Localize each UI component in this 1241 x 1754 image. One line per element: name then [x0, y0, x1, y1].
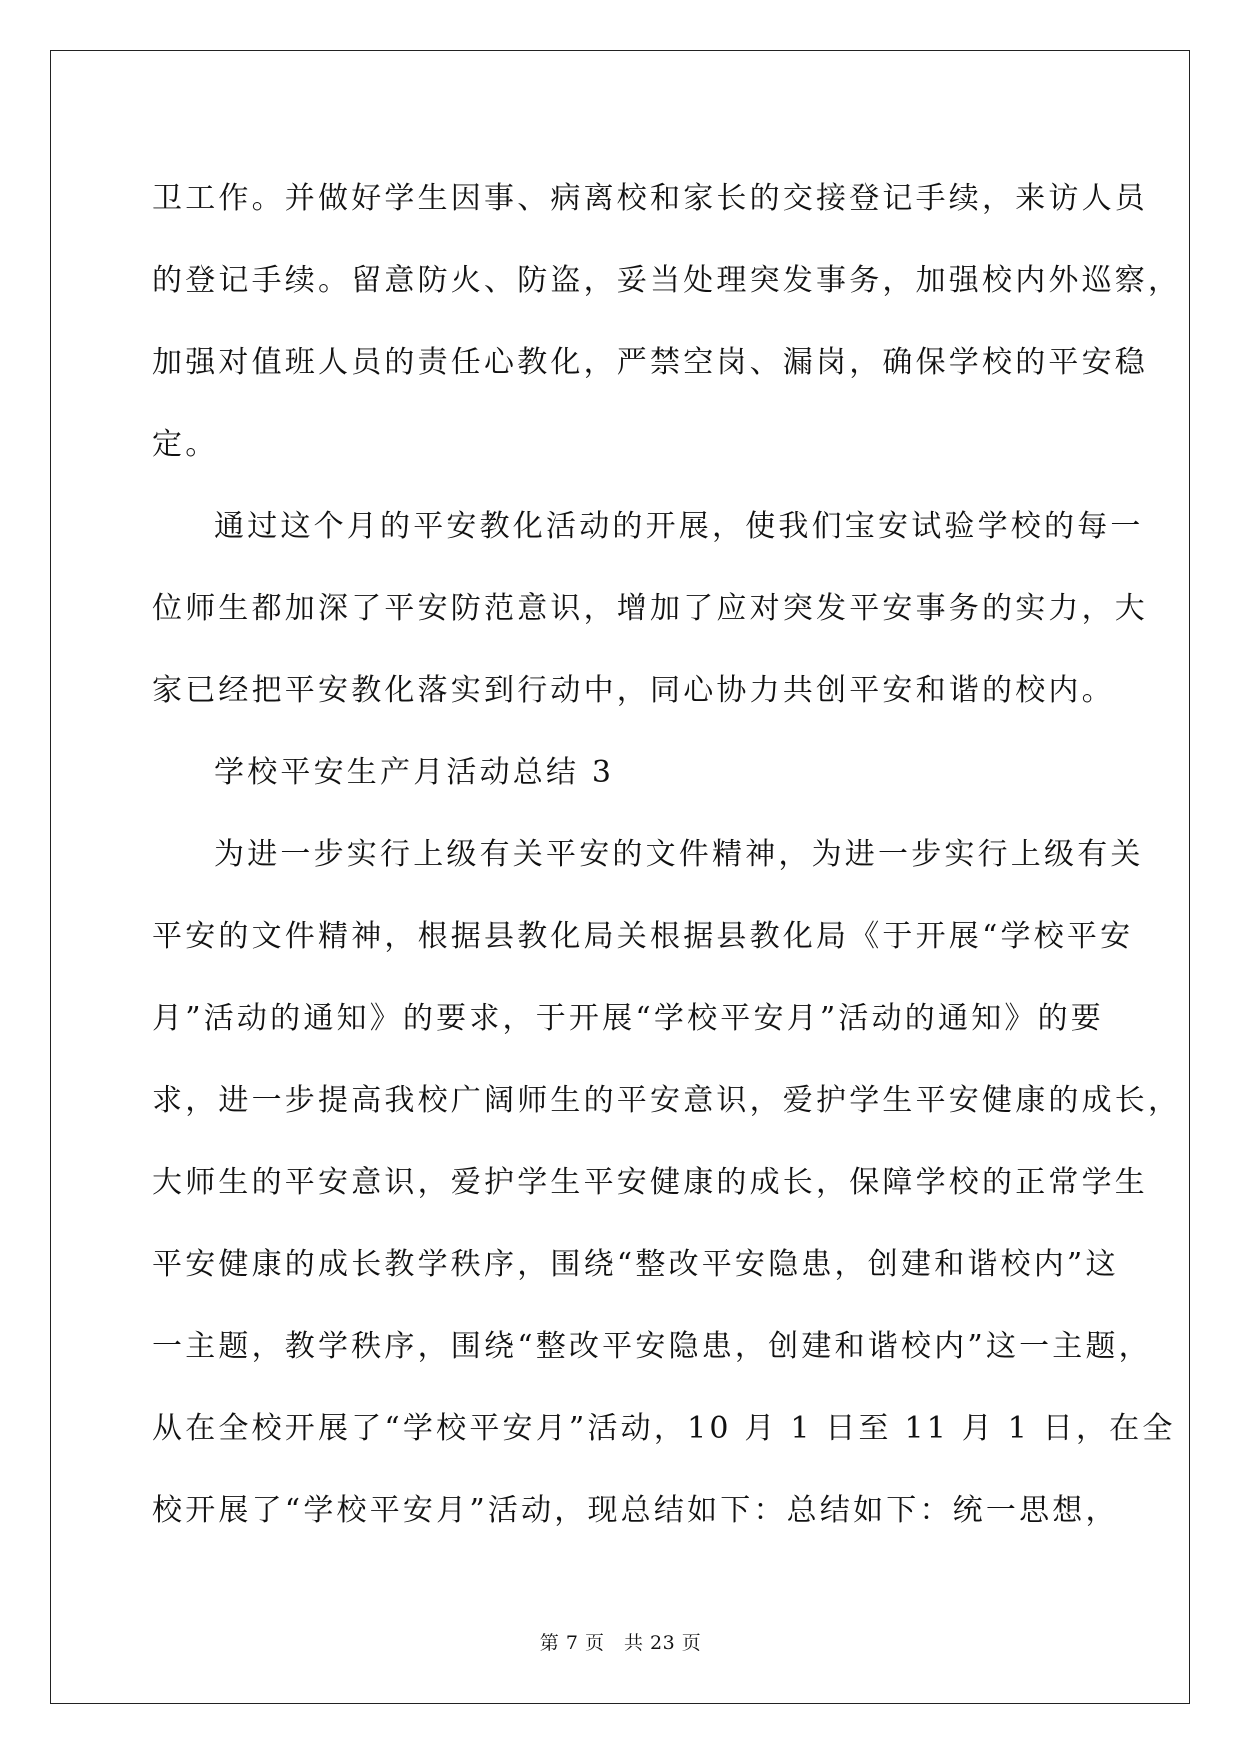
text-line: 卫工作。并做好学生因事、病离校和家长的交接登记手续，来访人员	[152, 181, 1148, 216]
text-line: 平安的文件精神，根据县教化局关根据县教化局《于开展“学校平安	[152, 919, 1134, 954]
document-body	[152, 158, 1182, 1552]
page-number: 第 7 页 共 23 页	[539, 1632, 702, 1654]
text-line: 的登记手续。留意防火、防盗，妥当处理突发事务，加强校内外巡察，	[152, 263, 1182, 298]
text-line: 加强对值班人员的责任心教化，严禁空岗、漏岗，确保学校的平安稳	[152, 345, 1148, 380]
text-line: 从在全校开展了“学校平安月”活动，10 月 1 日至 11 月 1 日，在全	[152, 1411, 1176, 1446]
text-line: 家已经把平安教化落实到行动中，同心协力共创平安和谐的校内。	[152, 673, 1115, 708]
text-line: 位师生都加深了平安防范意识，增加了应对突发平安事务的实力，大	[152, 591, 1148, 626]
paragraph-first-line: 通过这个月的平安教化活动的开展，使我们宝安试验学校的每一	[214, 509, 1144, 544]
section-heading: 学校平安生产月活动总结 3	[214, 755, 615, 790]
text-line: 定。	[152, 427, 219, 462]
text-line: 月”活动的通知》的要求，于开展“学校平安月”活动的通知》的要	[152, 1001, 1105, 1036]
text-line: 校开展了“学校平安月”活动，现总结如下：总结如下：统一思想，	[152, 1493, 1119, 1528]
text-line: 求，进一步提高我校广阔师生的平安意识，爱护学生平安健康的成长，	[152, 1083, 1182, 1118]
text-line: 大师生的平安意识，爱护学生平安健康的成长，保障学校的正常学生	[152, 1165, 1148, 1200]
text-line: 平安健康的成长教学秩序，围绕“整改平安隐患，创建和谐校内”这	[152, 1247, 1119, 1282]
paragraph-first-line: 为进一步实行上级有关平安的文件精神，为进一步实行上级有关	[214, 837, 1144, 872]
text-line: 一主题，教学秩序，围绕“整改平安隐患，创建和谐校内”这一主题，	[152, 1329, 1152, 1364]
